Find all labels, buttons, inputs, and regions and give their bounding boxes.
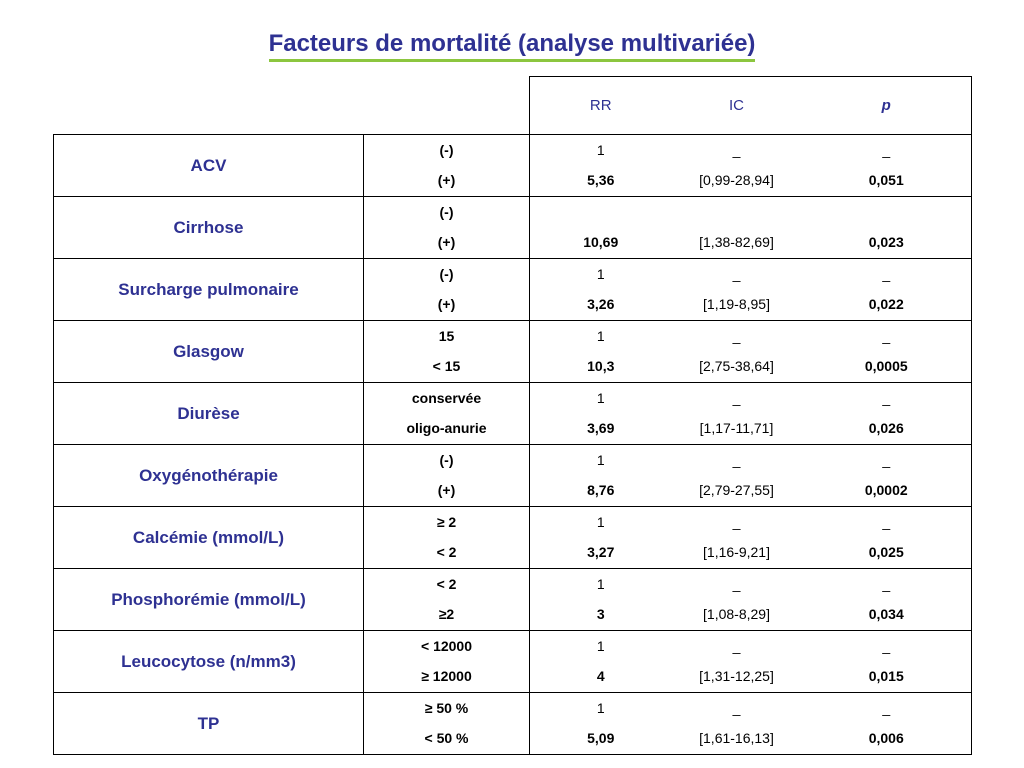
category-exposed: (+) (437, 172, 456, 188)
ic-stack (672, 569, 802, 630)
p-exposed: 0,051 (868, 172, 904, 188)
results-table-wrap (53, 76, 971, 750)
p-exposed: 0,006 (868, 730, 904, 746)
ic-stack (672, 507, 802, 568)
rr-exposed: 3,27 (587, 544, 615, 560)
p-stack (802, 445, 972, 506)
rr-exposed: 3 (596, 606, 605, 622)
category-cell (364, 135, 530, 197)
category-stack (364, 259, 529, 320)
category-stack (364, 631, 529, 692)
ic-exposed: [1,17-11,71] (699, 420, 774, 436)
ic-reference: _ (732, 142, 741, 158)
p-stack (802, 569, 972, 630)
ic-cell (672, 259, 802, 321)
p-cell (802, 631, 972, 693)
p-stack (802, 631, 972, 692)
p-exposed: 0,0002 (864, 482, 908, 498)
rr-cell (530, 445, 672, 507)
rr-reference (530, 197, 672, 227)
ic-reference: _ (732, 390, 741, 406)
table-row (54, 321, 972, 383)
p-reference: _ (882, 638, 891, 654)
category-reference: < 2 (436, 576, 457, 592)
ic-reference: _ (732, 452, 741, 468)
p-reference: _ (882, 142, 891, 158)
category-exposed: oligo-anurie (406, 420, 487, 436)
rr-exposed: 5,36 (587, 172, 615, 188)
rr-cell (530, 631, 672, 693)
p-exposed: 0,034 (868, 606, 904, 622)
ic-exposed: [1,08-8,29] (703, 606, 770, 622)
category-exposed: ≥ 12000 (421, 668, 472, 684)
p-cell (802, 197, 972, 259)
p-exposed: 0,023 (868, 234, 904, 250)
category-exposed: ≥2 (438, 606, 455, 622)
rr-cell (530, 135, 672, 197)
rr-exposed: 3,26 (587, 296, 615, 312)
table-row (54, 507, 972, 569)
factor-label: Leucocytose (n/mm3) (54, 631, 364, 693)
rr-reference: 1 (596, 266, 605, 282)
rr-stack (530, 197, 672, 258)
rr-exposed: 10,3 (587, 358, 615, 374)
header-rr: RR (530, 77, 672, 135)
rr-reference: 1 (596, 576, 605, 592)
p-exposed: 0,026 (868, 420, 904, 436)
category-cell (364, 197, 530, 259)
ic-cell (672, 383, 802, 445)
table-row (54, 197, 972, 259)
ic-reference (672, 197, 802, 227)
factor-label: Calcémie (mmol/L) (54, 507, 364, 569)
category-reference: (-) (439, 142, 454, 158)
table-row (54, 569, 972, 631)
rr-exposed: 10,69 (583, 234, 619, 250)
category-stack (364, 135, 529, 196)
p-stack (802, 259, 972, 320)
ic-cell (672, 321, 802, 383)
category-stack (364, 569, 529, 630)
rr-stack (530, 135, 672, 196)
rr-stack (530, 631, 672, 692)
rr-cell (530, 569, 672, 631)
factor-label: Glasgow (54, 321, 364, 383)
p-cell (802, 507, 972, 569)
p-stack (802, 321, 972, 382)
p-exposed: 0,022 (868, 296, 904, 312)
p-cell (802, 321, 972, 383)
p-reference: _ (882, 576, 891, 592)
table-row (54, 135, 972, 197)
factor-label: Surcharge pulmonaire (54, 259, 364, 321)
p-reference (802, 197, 972, 227)
ic-reference: _ (732, 576, 741, 592)
category-reference: 15 (438, 328, 455, 344)
factor-label: Phosphorémie (mmol/L) (54, 569, 364, 631)
p-stack (802, 197, 972, 258)
ic-stack (672, 259, 802, 320)
ic-exposed: [1,16-9,21] (703, 544, 770, 560)
rr-cell (530, 321, 672, 383)
category-exposed: < 2 (436, 544, 457, 560)
rr-exposed: 4 (596, 668, 605, 684)
rr-stack (530, 445, 672, 506)
category-reference: (-) (439, 266, 454, 282)
p-cell (802, 383, 972, 445)
ic-cell (672, 197, 802, 259)
ic-exposed: [1,31-12,25] (699, 668, 774, 684)
p-stack (802, 135, 972, 196)
header-p: p (802, 77, 972, 135)
p-reference: _ (882, 266, 891, 282)
category-exposed: (+) (437, 482, 456, 498)
category-reference: (-) (439, 204, 454, 220)
rr-cell (530, 197, 672, 259)
ic-exposed: [1,19-8,95] (703, 296, 770, 312)
rr-stack (530, 321, 672, 382)
page-title-text: Facteurs de mortalité (analyse multivariée) (269, 30, 756, 62)
category-cell (364, 321, 530, 383)
page-title (0, 30, 1024, 62)
category-stack (364, 197, 529, 258)
rr-reference: 1 (596, 514, 605, 530)
table-row (54, 445, 972, 507)
category-stack (364, 383, 529, 444)
p-cell (802, 693, 972, 755)
rr-reference: 1 (596, 390, 605, 406)
rr-stack (530, 569, 672, 630)
factor-label: Oxygénothérapie (54, 445, 364, 507)
ic-stack (672, 197, 802, 258)
table-row (54, 631, 972, 693)
category-stack (364, 321, 529, 382)
factor-label: ACV (54, 135, 364, 197)
rr-exposed: 5,09 (587, 730, 615, 746)
ic-exposed: [0,99-28,94] (699, 172, 774, 188)
p-reference: _ (882, 390, 891, 406)
rr-reference: 1 (596, 700, 605, 716)
p-exposed: 0,0005 (864, 358, 908, 374)
factor-label: Diurèse (54, 383, 364, 445)
ic-exposed: [1,61-16,13] (699, 730, 774, 746)
p-exposed: 0,015 (868, 668, 904, 684)
p-cell (802, 569, 972, 631)
rr-exposed: 3,69 (587, 420, 615, 436)
ic-cell (672, 445, 802, 507)
category-exposed: < 50 % (424, 730, 469, 746)
category-exposed: (+) (437, 234, 456, 250)
factor-label: Cirrhose (54, 197, 364, 259)
ic-reference: _ (732, 638, 741, 654)
rr-reference: 1 (596, 328, 605, 344)
rr-reference: 1 (596, 452, 605, 468)
p-reference: _ (882, 328, 891, 344)
rr-stack (530, 259, 672, 320)
p-reference: _ (882, 700, 891, 716)
table-row (54, 259, 972, 321)
p-stack (802, 383, 972, 444)
category-cell (364, 569, 530, 631)
rr-reference: 1 (596, 638, 605, 654)
header-row (54, 77, 972, 135)
category-cell (364, 445, 530, 507)
p-exposed: 0,025 (868, 544, 904, 560)
category-reference: ≥ 50 % (424, 700, 469, 716)
ic-stack (672, 631, 802, 692)
rr-cell (530, 259, 672, 321)
ic-stack (672, 383, 802, 444)
category-reference: < 12000 (421, 638, 472, 654)
ic-cell (672, 507, 802, 569)
rr-reference: 1 (596, 142, 605, 158)
category-cell (364, 259, 530, 321)
rr-cell (530, 693, 672, 755)
ic-exposed: [1,38-82,69] (699, 234, 774, 250)
category-stack (364, 445, 529, 506)
category-reference: conservée (411, 390, 482, 406)
ic-stack (672, 135, 802, 196)
p-cell (802, 135, 972, 197)
category-reference: (-) (439, 452, 454, 468)
p-stack (802, 693, 972, 754)
ic-cell (672, 135, 802, 197)
category-stack (364, 693, 529, 754)
category-cell (364, 631, 530, 693)
rr-cell (530, 383, 672, 445)
category-cell (364, 693, 530, 755)
ic-cell (672, 631, 802, 693)
rr-exposed: 8,76 (587, 482, 615, 498)
category-exposed: < 15 (432, 358, 461, 374)
table-row (54, 693, 972, 755)
p-reference: _ (882, 514, 891, 530)
ic-reference: _ (732, 266, 741, 282)
ic-cell (672, 693, 802, 755)
header-empty (54, 77, 530, 135)
ic-reference: _ (732, 514, 741, 530)
rr-stack (530, 693, 672, 754)
header-ic: IC (672, 77, 802, 135)
category-reference: ≥ 2 (436, 514, 457, 530)
p-stack (802, 507, 972, 568)
category-exposed: (+) (437, 296, 456, 312)
rr-stack (530, 383, 672, 444)
ic-stack (672, 445, 802, 506)
ic-cell (672, 569, 802, 631)
p-cell (802, 259, 972, 321)
ic-exposed: [2,75-38,64] (699, 358, 774, 374)
table-row (54, 383, 972, 445)
p-cell (802, 445, 972, 507)
results-table (53, 76, 972, 755)
p-reference: _ (882, 452, 891, 468)
factor-label: TP (54, 693, 364, 755)
ic-stack (672, 321, 802, 382)
category-cell (364, 383, 530, 445)
ic-exposed: [2,79-27,55] (699, 482, 774, 498)
rr-cell (530, 507, 672, 569)
category-cell (364, 507, 530, 569)
ic-stack (672, 693, 802, 754)
ic-reference: _ (732, 700, 741, 716)
category-stack (364, 507, 529, 568)
rr-stack (530, 507, 672, 568)
ic-reference: _ (732, 328, 741, 344)
